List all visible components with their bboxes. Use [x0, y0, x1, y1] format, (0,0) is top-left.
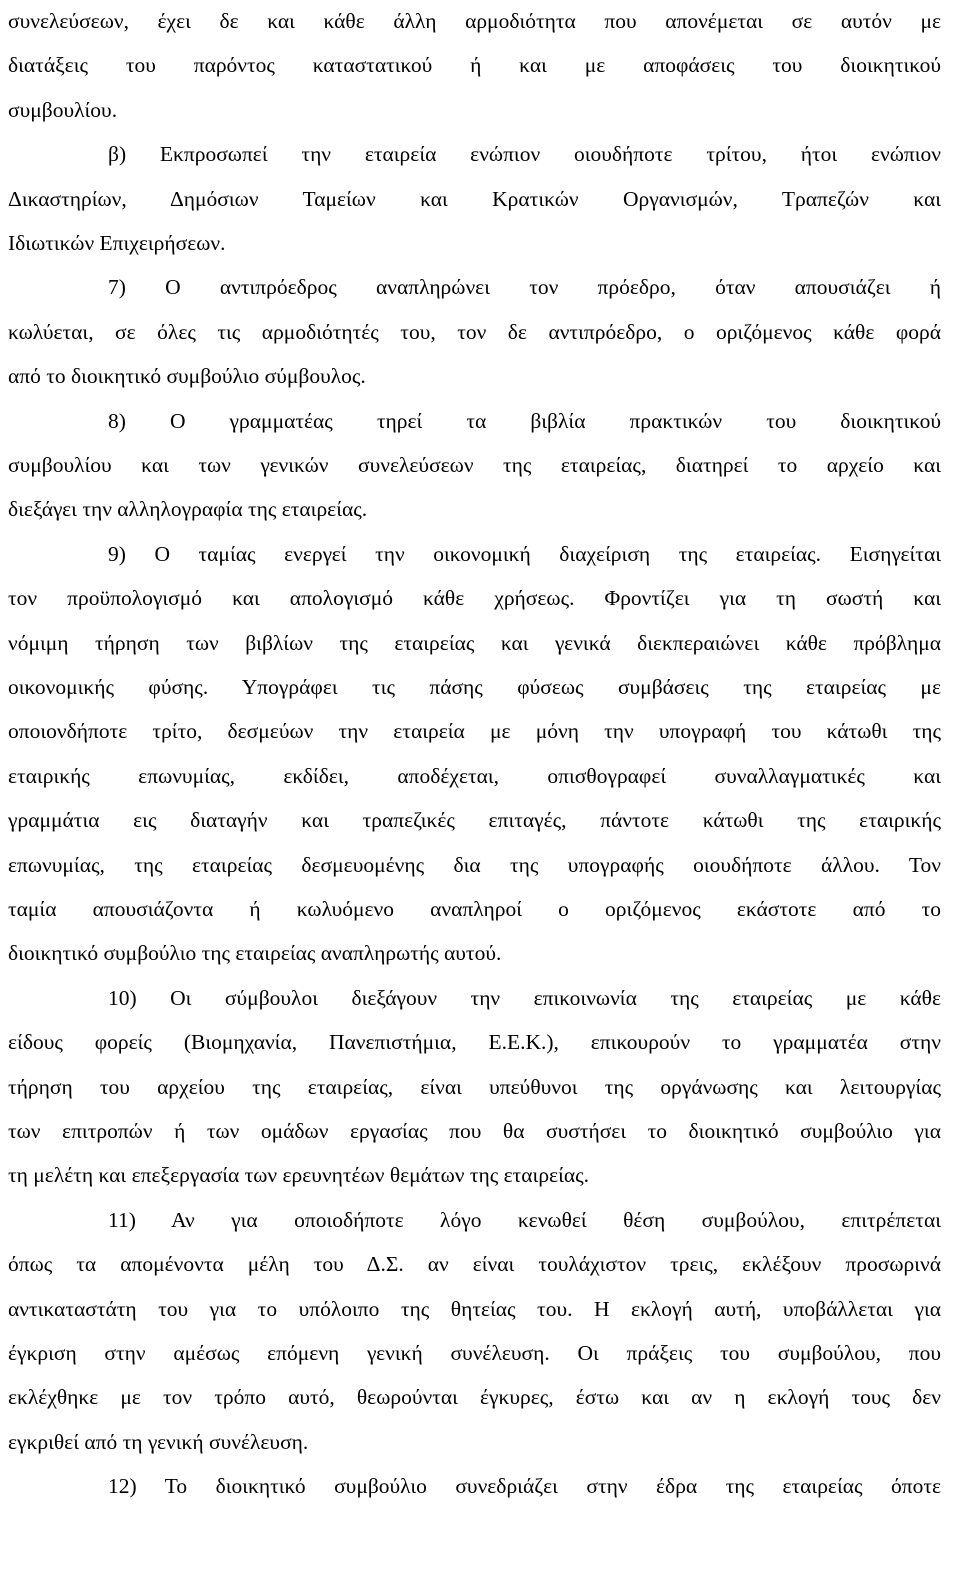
- text-line: επωνυμίας, της εταιρείας δεσμευομένης δια της υπογραφής οιουδήποτε άλλου. Τον: [8, 852, 941, 877]
- text-line: τη μελέτη και επεξεργασία των ερευνητέων θεμάτων της εταιρείας.: [8, 1163, 590, 1188]
- text-line: τον προϋπολογισμό και απολογισμό κάθε χρήσεως. Φροντίζει για τη σωστή και: [8, 586, 941, 611]
- text-line: γραμμάτια εις διαταγήν και τραπεζικές επιταγές, πάντοτε κάτωθι της εταιρικής: [8, 808, 941, 833]
- text-line: έγκριση στην αμέσως επόμενη γενική συνέλευση. Οι πράξεις του συμβούλου, που: [8, 1341, 941, 1365]
- text-line: Δικαστηρίων, Δημόσιων Ταμείων και Κρατικών Οργανισμών, Τραπεζών και: [8, 186, 941, 211]
- text-line: 7) Ο αντιπρόεδρος αναπληρώνει τον πρόεδρο, όταν απουσιάζει ή: [108, 275, 941, 300]
- text-line: 8) Ο γραμματέας τηρεί τα βιβλία πρακτικών του διοικητικού: [108, 408, 941, 433]
- text-line: από το διοικητικό συμβούλιο σύμβουλος.: [8, 364, 366, 389]
- text-line: οποιονδήποτε τρίτο, δεσμεύων την εταιρεία με μόνη την υπογραφή του κάτωθι της: [8, 719, 941, 744]
- text-line: οικονομικής φύσης. Υπογράφει τις πάσης φύσεως συμβάσεις της εταιρείας με: [8, 675, 941, 699]
- text-line: ταμία απουσιάζοντα ή κωλυόμενο αναπληροί ο οριζόμενος εκάστοτε από το: [8, 897, 941, 921]
- text-line: εγκριθεί από τη γενική συνέλευση.: [8, 1429, 309, 1454]
- text-line: 11) Αν για οποιοδήποτε λόγο κενωθεί θέση συμβούλου, επιτρέπεται: [108, 1207, 941, 1232]
- text-line: 12) Το διοικητικό συμβούλιο συνεδριάζει στην έδρα της εταιρείας όποτε: [108, 1474, 941, 1499]
- text-line: διοικητικό συμβούλιο της εταιρείας αναπληρωτής αυτού.: [8, 941, 502, 966]
- text-line: νόμιμη τήρηση των βιβλίων της εταιρείας και γενικά διεκπεραιώνει κάθε πρόβλημα: [8, 630, 941, 655]
- text-line: εταιρικής επωνυμίας, εκδίδει, αποδέχεται, οπισθογραφεί συναλλαγματικές και: [8, 763, 941, 788]
- text-line: κωλύεται, σε όλες τις αρμοδιότητές του, τον δε αντιπρόεδρο, ο οριζόμενος κάθε φορά: [8, 319, 941, 344]
- text-line: τήρηση του αρχείου της εταιρείας, είναι υπεύθυνοι της οργάνωσης και λειτουργίας: [8, 1074, 941, 1099]
- text-line: των επιτροπών ή των ομάδων εργασίας που θα συστήσει το διοικητικό συμβούλιο για: [8, 1119, 941, 1143]
- text-line: διεξάγει την αλληλογραφία της εταιρείας.: [8, 497, 368, 522]
- text-line: 10) Οι σύμβουλοι διεξάγουν την επικοινωνία της εταιρείας με κάθε: [108, 985, 941, 1010]
- text-line: αντικαταστάτη του για το υπόλοιπο της θητείας του. Η εκλογή αυτή, υποβάλλεται για: [8, 1296, 941, 1321]
- text-line: είδους φορείς (Βιομηχανία, Πανεπιστήμια, Ε.Ε.Κ.), επικουρούν το γραμματέα στην: [8, 1030, 941, 1055]
- text-line: εκλέχθηκε με τον τρόπο αυτό, θεωρούνται έγκυρες, έστω και αν η εκλογή τους δεν: [8, 1385, 941, 1410]
- text-line: 9) Ο ταμίας ενεργεί την οικονομική διαχείριση της εταιρείας. Εισηγείται: [108, 541, 941, 566]
- text-line: συμβουλίου και των γενικών συνελεύσεων της εταιρείας, διατηρεί το αρχείο και: [8, 453, 941, 477]
- text-line: συμβουλίου.: [8, 97, 118, 122]
- text-line: διατάξεις του παρόντος καταστατικού ή και με αποφάσεις του διοικητικού: [8, 53, 941, 78]
- text-line: συνελεύσεων, έχει δε και κάθε άλλη αρμοδιότητα που απονέμεται σε αυτόν με: [8, 9, 941, 33]
- text-line: β) Εκπροσωπεί την εταιρεία ενώπιον οιουδήποτε τρίτου, ήτοι ενώπιον: [108, 142, 941, 167]
- text-line: Ιδιωτικών Επιχειρήσεων.: [8, 231, 226, 255]
- text-line: όπως τα απομένοντα μέλη του Δ.Σ. αν είναι τουλάχιστον τρεις, εκλέξουν προσωρινά: [8, 1252, 941, 1277]
